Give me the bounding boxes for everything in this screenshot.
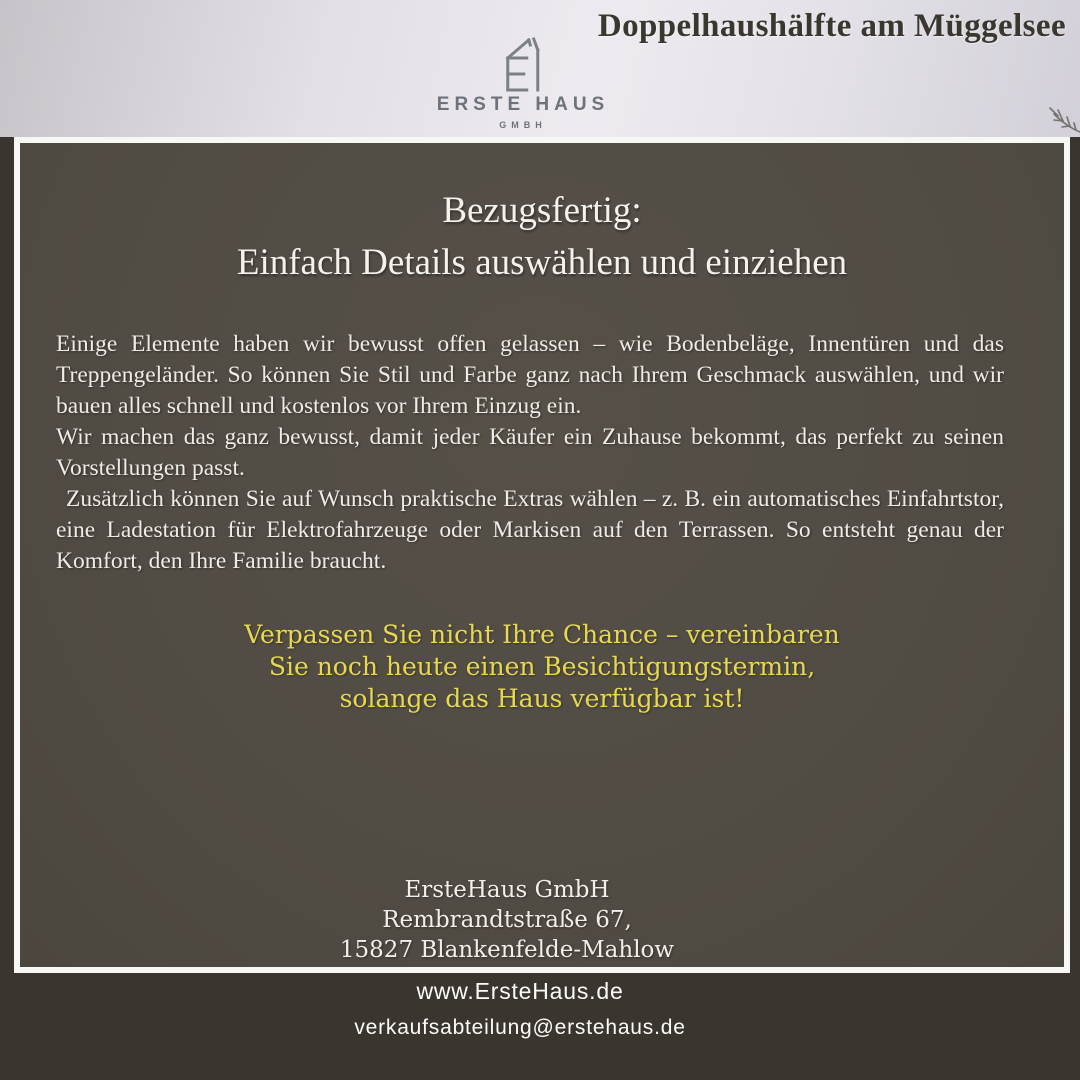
contact-email: verkaufsabteilung@erstehaus.de — [354, 1016, 686, 1039]
header-band — [0, 0, 1080, 137]
company-address — [0, 875, 1029, 965]
cta-line-1: Verpassen Sie nicht Ihre Chance – vereinbaren — [244, 620, 840, 649]
paragraph-2: Wir machen das ganz bewusst, damit jeder Käufer ein Zuhause bekommt, das perfekt zu seinen Vorstellungen passt. — [56, 424, 1004, 481]
erste-haus-logo-icon — [501, 34, 545, 92]
panel-heading — [20, 185, 1064, 289]
cta-line-3: solange das Haus verfügbar ist! — [339, 684, 745, 713]
cta-line-2: Sie noch heute einen Besichtigungstermin, — [268, 652, 816, 681]
footer — [0, 978, 1060, 1040]
company-logo — [437, 34, 609, 130]
heading-line-1: Bezugsfertig: — [442, 190, 642, 231]
branch-decoration-icon — [1030, 98, 1080, 140]
website-url: www.ErsteHaus.de — [416, 978, 624, 1004]
address-company: ErsteHaus GmbH — [404, 877, 610, 903]
listing-title: Doppelhaushälfte am Müggelsee — [597, 8, 1066, 44]
address-street: Rembrandtstraße 67, — [382, 907, 632, 933]
logo-company-form: GMBH — [499, 120, 547, 130]
address-city: 15827 Blankenfelde-Mahlow — [339, 937, 675, 963]
content-panel — [14, 137, 1070, 973]
heading-line-2: Einfach Details auswählen und einziehen — [236, 242, 848, 283]
call-to-action — [20, 619, 1064, 715]
paragraph-1: Einige Elemente haben wir bewusst offen gelassen – wie Bodenbeläge, Innentüren und das Treppengeländer. So können Sie Stil und Farbe ganz nach Ihrem Geschmack auswählen, und wir bauen alles schnell und kostenlos vor Ihrem Einzug ein. — [56, 331, 1004, 419]
paragraph-3: Zusätzlich können Sie auf Wunsch praktische Extras wählen – z. B. ein automatisches Einfahrtstor, eine Ladestation für Elektrofahrzeuge oder Markisen auf den Terrassen. So entsteht genau der Komfort, den Ihre Familie braucht. — [56, 486, 1004, 574]
logo-company-name: ERSTE HAUS — [436, 94, 610, 115]
body-copy — [56, 329, 1004, 577]
